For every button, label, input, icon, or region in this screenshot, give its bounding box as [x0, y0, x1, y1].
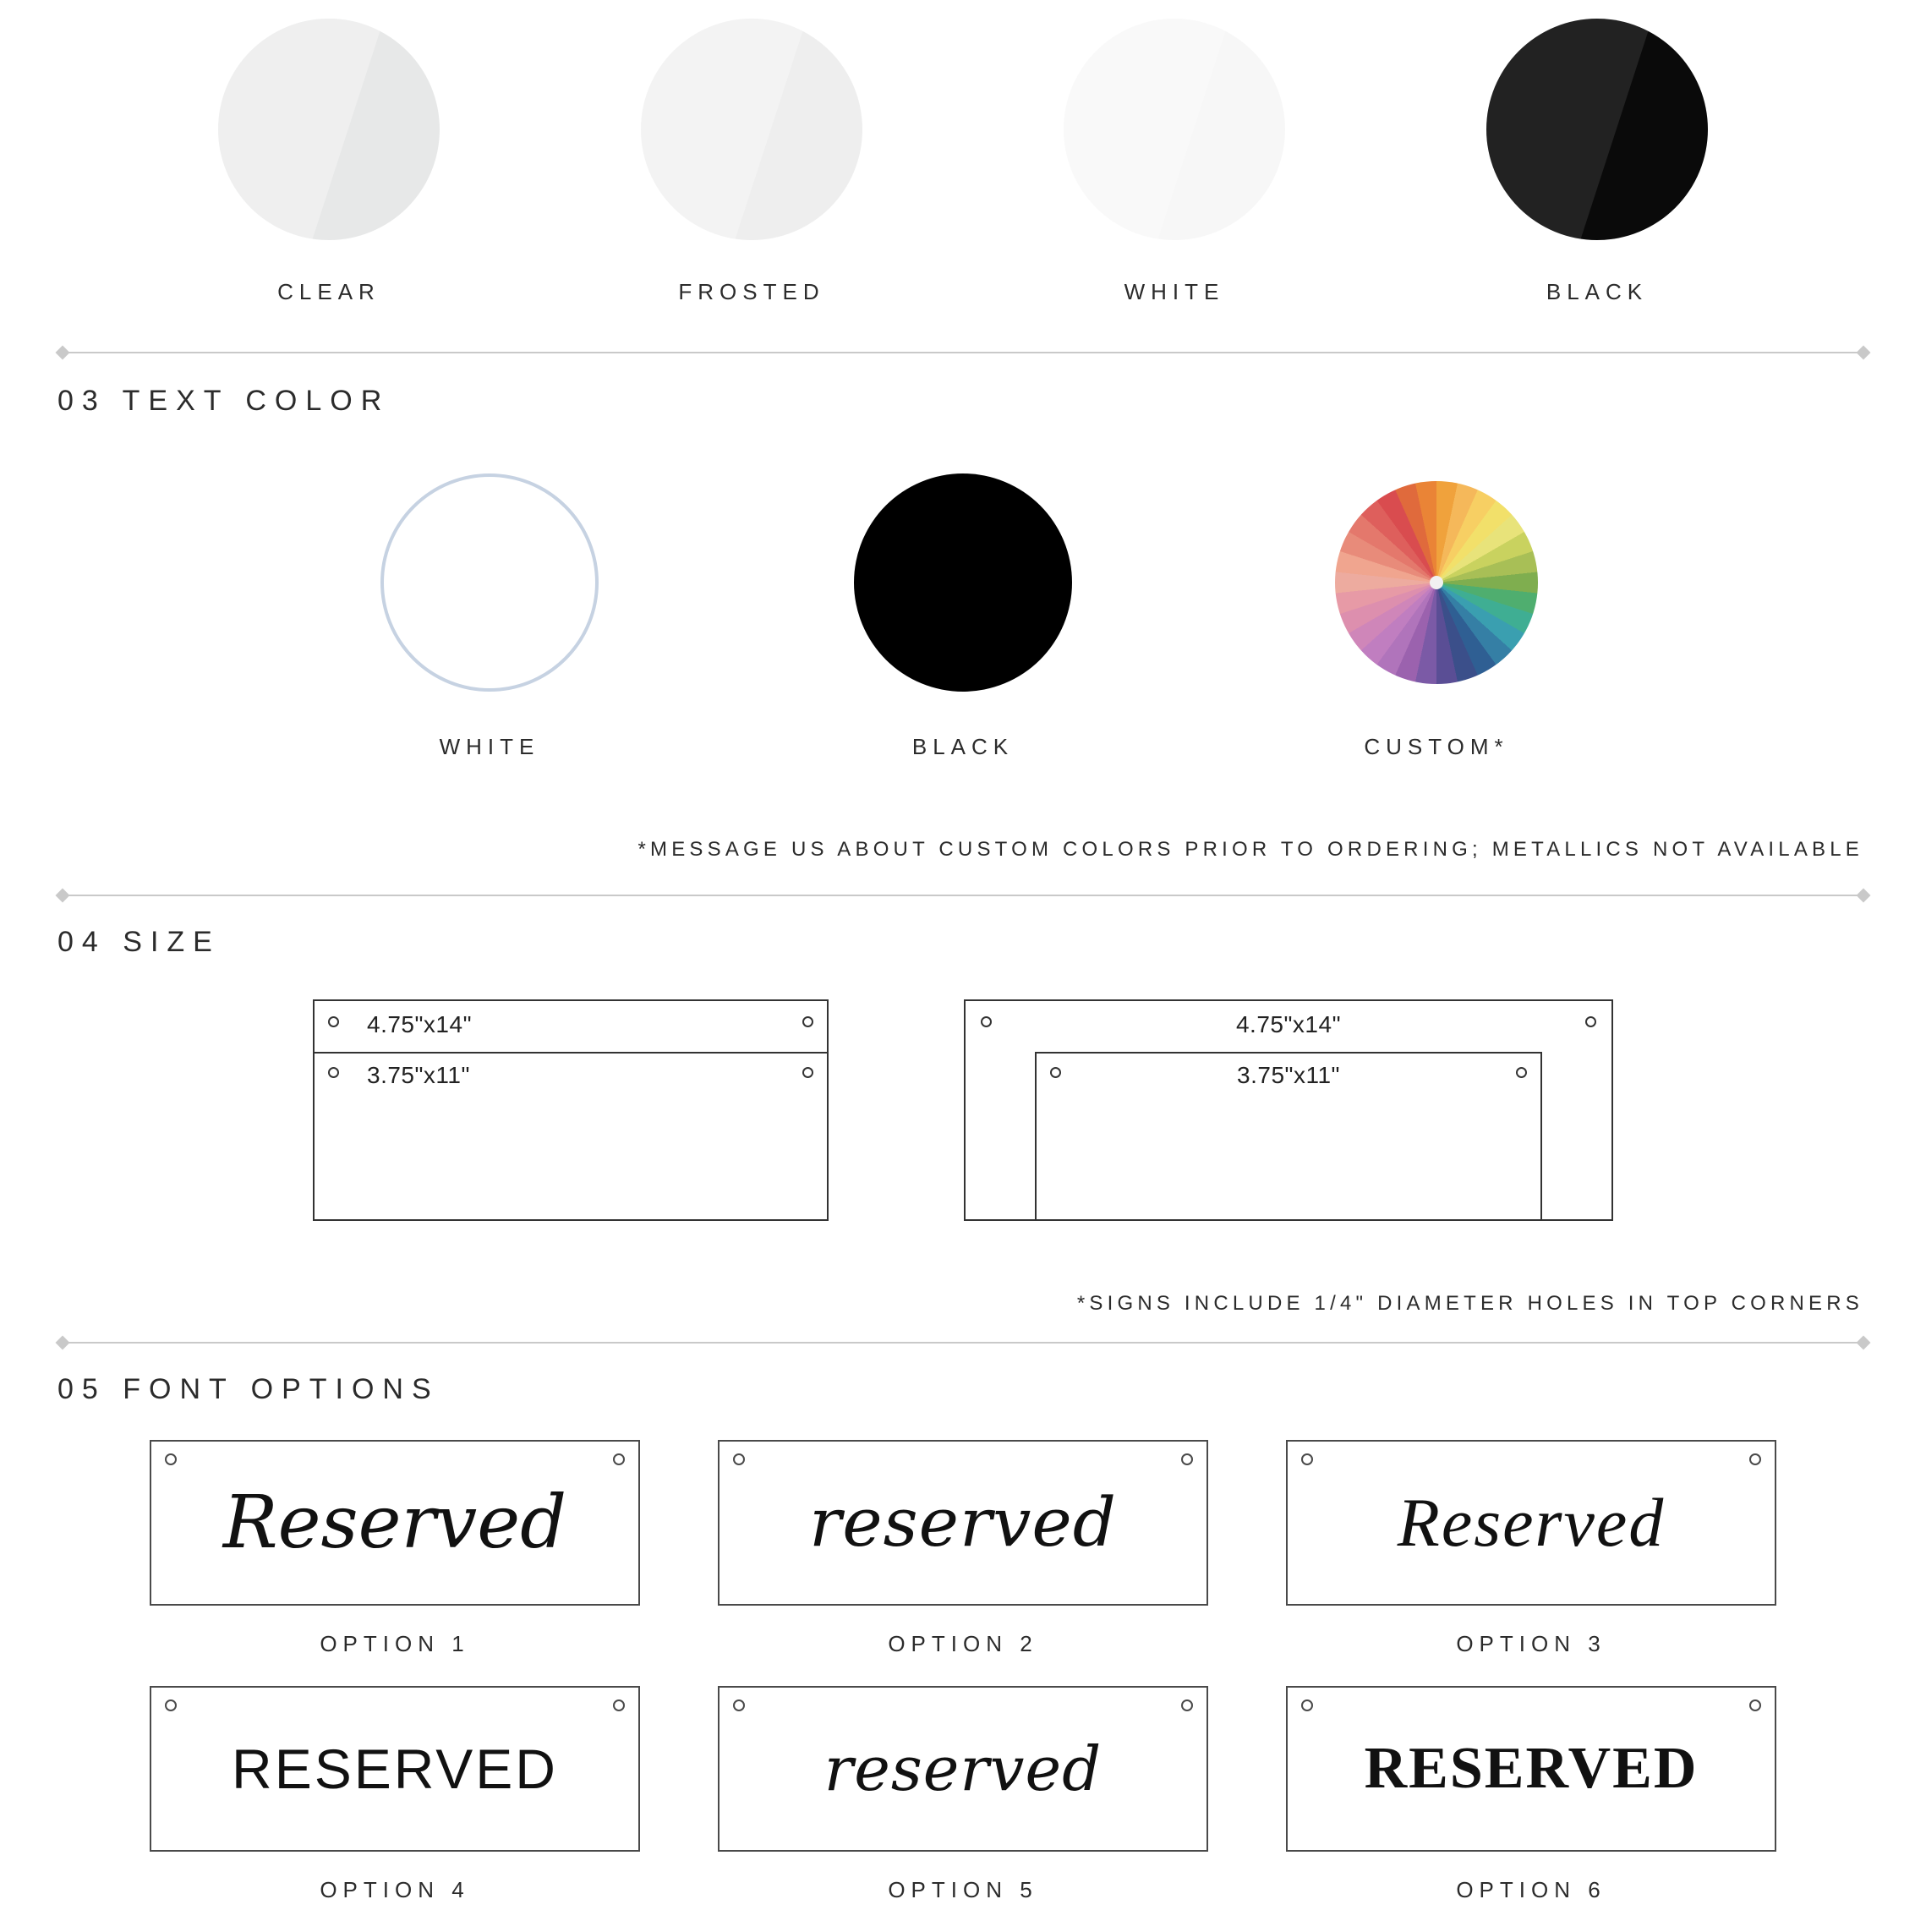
- text-color-option-custom[interactable]: [1200, 473, 1673, 760]
- font-option-4[interactable]: [111, 1686, 679, 1903]
- material-option-white[interactable]: [963, 19, 1386, 305]
- section-heading-text-color: 03 TEXT COLOR: [57, 385, 391, 417]
- font-options-grid: [0, 1406, 1926, 1932]
- hole-icon: [802, 1016, 813, 1027]
- material-option-label: WHITE: [1124, 279, 1225, 304]
- font-option-6[interactable]: [1247, 1686, 1815, 1903]
- font-option-label: OPTION 5: [888, 1877, 1038, 1902]
- font-option-label: OPTION 6: [1456, 1877, 1606, 1902]
- hole-icon: [613, 1453, 625, 1465]
- size-diagrams: [0, 959, 1926, 1221]
- hole-icon: [733, 1453, 745, 1465]
- white-swatch-icon: [1064, 19, 1285, 240]
- font-sample-text: RESERVED: [1364, 1736, 1699, 1801]
- hole-icon: [328, 1016, 339, 1027]
- hole-icon: [613, 1699, 625, 1711]
- hole-icon: [1749, 1699, 1761, 1711]
- hole-icon: [165, 1453, 177, 1465]
- font-option-label: OPTION 3: [1456, 1631, 1606, 1656]
- size-diagram-left: [313, 999, 829, 1221]
- font-sample-plate: [1286, 1440, 1776, 1606]
- font-sample-text: Reserved: [222, 1480, 567, 1565]
- text-color-option-label: WHITE: [439, 734, 540, 759]
- material-option-label: CLEAR: [277, 279, 380, 304]
- font-sample-text: Reserved: [1397, 1484, 1666, 1561]
- font-option-label: OPTION 1: [320, 1631, 470, 1656]
- text-color-swatch-row: [0, 418, 1926, 760]
- hole-icon: [1301, 1699, 1313, 1711]
- hole-icon: [1301, 1453, 1313, 1465]
- black-fill-swatch-icon: [854, 473, 1072, 692]
- divider-above-fonts: [56, 1334, 1870, 1351]
- font-option-2[interactable]: [679, 1440, 1247, 1657]
- hole-icon: [1181, 1699, 1193, 1711]
- hole-icon: [802, 1067, 813, 1078]
- hole-icon: [328, 1067, 339, 1078]
- size-rect-small: [313, 1052, 829, 1221]
- color-wheel-icon: [1335, 481, 1538, 684]
- hole-icon: [165, 1699, 177, 1711]
- material-option-black[interactable]: [1386, 19, 1808, 305]
- clear-swatch-icon: [218, 19, 440, 240]
- holes-note: *SIGNS INCLUDE 1/4" DIAMETER HOLES IN TOP CORNERS: [1076, 1292, 1863, 1315]
- material-option-clear[interactable]: [118, 19, 540, 305]
- size-rect-small: [1035, 1052, 1542, 1221]
- text-color-option-black[interactable]: [726, 473, 1200, 760]
- hole-icon: [1749, 1453, 1761, 1465]
- hole-icon: [1181, 1453, 1193, 1465]
- white-outline-swatch-icon: [380, 473, 599, 692]
- font-sample-plate: [718, 1686, 1208, 1852]
- black-swatch-icon: [1486, 19, 1708, 240]
- text-color-option-label: CUSTOM*: [1364, 734, 1509, 759]
- size-label-large: 4.75"x14": [1235, 1011, 1342, 1037]
- font-option-1[interactable]: [111, 1440, 679, 1657]
- section-heading-fonts: 05 FONT OPTIONS: [57, 1373, 440, 1405]
- material-option-frosted[interactable]: [540, 19, 963, 305]
- size-diagram-right: [964, 999, 1613, 1221]
- size-label-large: 4.75"x14": [367, 1011, 473, 1037]
- font-option-label: OPTION 2: [888, 1631, 1038, 1656]
- font-sample-plate: [150, 1440, 640, 1606]
- size-label-small: 3.75"x11": [367, 1062, 470, 1088]
- text-color-option-label: BLACK: [911, 734, 1015, 759]
- divider-above-size: [56, 887, 1870, 904]
- frosted-swatch-icon: [641, 19, 862, 240]
- material-option-label: FROSTED: [678, 279, 825, 304]
- font-sample-plate: [1286, 1686, 1776, 1852]
- font-option-5[interactable]: [679, 1686, 1247, 1903]
- size-label-small: 3.75"x11": [1237, 1062, 1340, 1088]
- material-swatch-row: [0, 0, 1926, 305]
- font-sample-text: RESERVED: [232, 1738, 558, 1800]
- font-sample-plate: [718, 1440, 1208, 1606]
- hole-icon: [733, 1699, 745, 1711]
- font-option-3[interactable]: [1247, 1440, 1815, 1657]
- font-sample-text: reserved: [809, 1483, 1117, 1562]
- custom-color-note: *MESSAGE US ABOUT CUSTOM COLORS PRIOR TO ORDERING; METALLICS NOT AVAILABLE: [637, 838, 1863, 861]
- material-option-label: BLACK: [1546, 279, 1649, 304]
- font-sample-text: reserved: [823, 1733, 1103, 1804]
- font-option-label: OPTION 4: [320, 1877, 470, 1902]
- section-heading-size: 04 SIZE: [57, 926, 221, 958]
- divider-above-text-color: [56, 344, 1870, 361]
- text-color-option-white[interactable]: [253, 473, 726, 760]
- font-sample-plate: [150, 1686, 640, 1852]
